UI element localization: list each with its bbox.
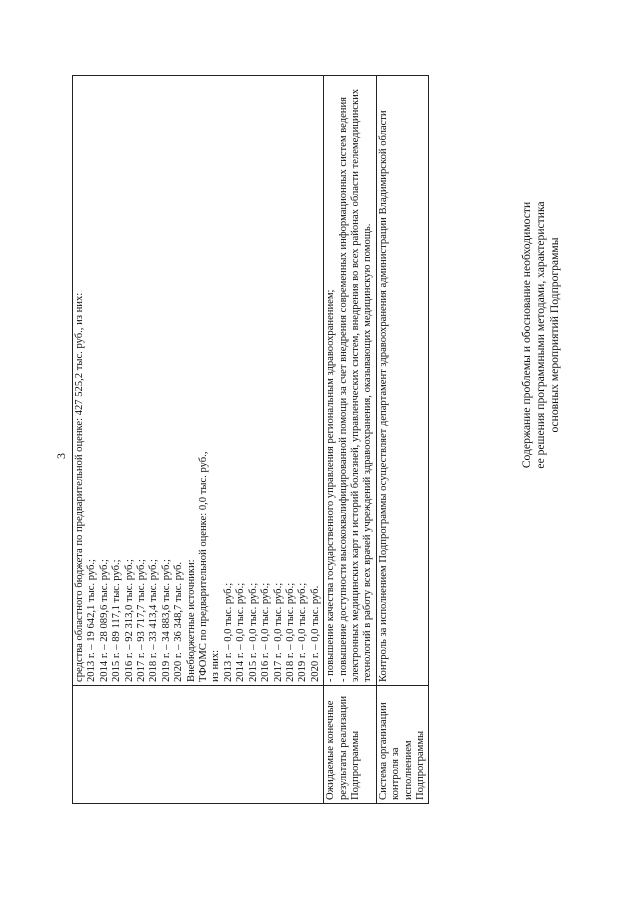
finance-line: Внебюджетные источники:: [185, 559, 197, 682]
finance-cell: [73, 76, 324, 686]
table-row: [324, 76, 377, 804]
finance-line: 2013 г. – 0,0 тыс. руб.;: [222, 582, 234, 682]
table-cell-empty: [73, 686, 324, 804]
finance-line: 2015 г. – 0,0 тыс. руб.;: [247, 582, 259, 682]
results-text-2: - повышение доступности высококвалифицированной помощи за счет внедрения современных информационных систем ведения электронных медицинских карт и историй болезней, управленческих систем, внедрения во всех районах области телемедицинских технологий в работу всех врачей учреждений здравоохранения, оказывающих медицинскую помощь.: [337, 88, 374, 682]
results-text-1: - повышение качества государственного управления региональным здравоохранением;: [325, 289, 337, 682]
finance-line: средства областного бюджета по предварительной оценке: 427 525,2 тыс. руб., из них:: [74, 292, 85, 682]
table-row: [73, 76, 324, 804]
control-text: Контроль за исполнением Подпрограммы осуществляет департамент здравоохранения администрации Владимирской области: [376, 76, 429, 686]
passport-table: [72, 75, 429, 804]
finance-line: 2017 г. – 0,0 тыс. руб.;: [272, 582, 284, 682]
finance-line: 2015 г. – 89 117,1 тыс. руб.;: [111, 559, 123, 682]
section-heading-line: Содержание проблемы и обоснование необходимости: [520, 201, 533, 469]
page-number: 3: [54, 453, 68, 459]
finance-line: 2019 г. – 34 883,6 тыс. руб.;: [160, 559, 172, 682]
finance-line: 2013 г. – 19 642,1 тыс. руб.;: [86, 559, 98, 682]
finance-line: 2019 г. – 0,0 тыс. руб.;: [297, 582, 309, 682]
finance-line: из них:: [210, 649, 222, 682]
finance-line: 2020 г. – 36 348,7 тыс. руб.: [173, 561, 185, 682]
results-cell: [324, 76, 377, 686]
control-label: Система организации контроля за исполнением Подпрограммы: [376, 686, 429, 804]
section-heading: [520, 125, 562, 545]
table-row: [376, 76, 429, 804]
finance-line: ТФОМС по предварительной оценке: 0,0 тыс. руб.,: [198, 451, 210, 682]
finance-line: 2016 г. – 92 313,0 тыс. руб.;: [123, 559, 135, 682]
finance-line: 2020 г. – 0,0 тыс. руб.: [309, 585, 321, 682]
finance-line: 2016 г. – 0,0 тыс. руб.;: [260, 582, 272, 682]
finance-line: 2018 г. – 33 413,4 тыс. руб.;: [148, 559, 160, 682]
finance-line: 2014 г. – 0,0 тыс. руб.;: [235, 582, 247, 682]
finance-line: 2014 г. – 28 089,6 тыс. руб.;: [98, 559, 110, 682]
finance-line: 2017 г. – 93 717,7 тыс. руб.;: [136, 559, 148, 682]
section-heading-line: ее решения программными методами, характеристика: [534, 201, 547, 469]
section-heading-line: основных мероприятий Подпрограммы: [548, 237, 561, 433]
results-label: Ожидаемые конечные результаты реализации Подпрограммы: [324, 686, 377, 804]
finance-line: 2018 г. – 0,0 тыс. руб.;: [284, 582, 296, 682]
